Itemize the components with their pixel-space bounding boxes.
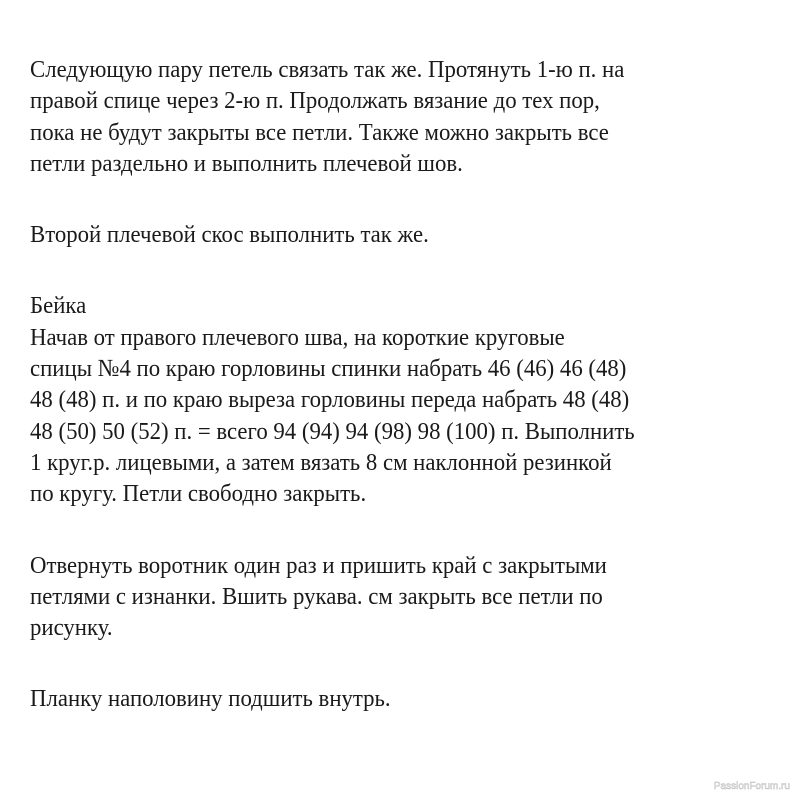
text-line: 1 круг.р. лицевыми, а затем вязать 8 см наклонной резинкой	[30, 448, 612, 476]
text-line: 48 (48) п. и по краю выреза горловины переда набрать 48 (48)	[30, 386, 630, 414]
text-line: петлями с изнанки. Вшить рукава. см закрыть все петли по	[30, 582, 603, 610]
paragraph	[30, 683, 790, 714]
text-line: Второй плечевой скос выполнить так же.	[30, 221, 429, 249]
text-line: Отвернуть воротник один раз и пришить край с закрытыми	[30, 551, 607, 579]
paragraph-gap	[30, 510, 790, 550]
paragraph	[30, 219, 790, 250]
text-line: 48 (50) 50 (52) п. = всего 94 (94) 94 (98) 98 (100) п. Выполнить	[30, 417, 635, 445]
text-line: рисунку.	[30, 614, 113, 642]
paragraph	[30, 290, 790, 509]
paragraph	[30, 550, 790, 644]
text-line: правой спице через 2-ю п. Продолжать вязание до тех пор,	[30, 87, 600, 115]
paragraph	[30, 54, 790, 179]
paragraph-gap	[30, 250, 790, 290]
text-line: по кругу. Петли свободно закрыть.	[30, 480, 367, 508]
paragraph-gap	[30, 179, 790, 219]
document-body	[30, 54, 790, 715]
text-line: пока не будут закрыты все петли. Также можно закрыть все	[30, 118, 609, 146]
text-line: петли раздельно и выполнить плечевой шов.	[30, 149, 463, 177]
paragraph-gap	[30, 643, 790, 683]
text-line: Начав от правого плечевого шва, на короткие круговые	[30, 323, 565, 351]
text-line: Планку наполовину подшить внутрь.	[30, 685, 391, 713]
watermark: PassionForum.ru	[713, 781, 790, 792]
text-line: Следующую пару петель связать так же. Протянуть 1-ю п. на	[30, 56, 625, 83]
text-line: спицы №4 по краю горловины спинки набрать 46 (46) 46 (48)	[30, 355, 627, 383]
section-heading: Бейка	[30, 292, 87, 320]
